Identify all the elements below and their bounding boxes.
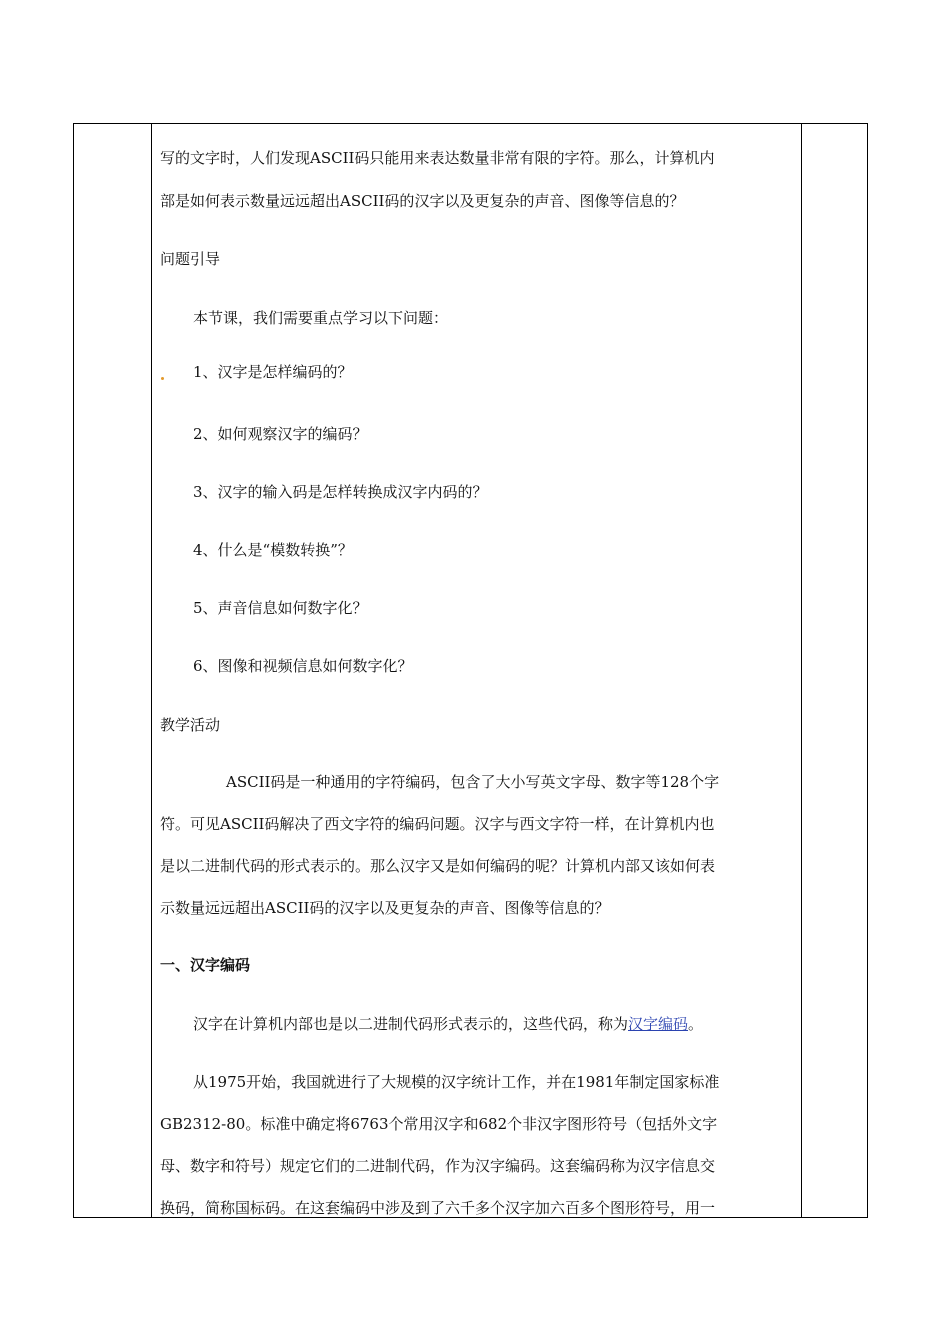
encoding-para-1-text: 汉字在计算机内部也是以二进制代码形式表示的，这些代码，称为 [193,1015,629,1033]
question-lead: 本节课，我们需要重点学习以下问题： [193,309,449,327]
intro-line-2: 部是如何表示数量远远超出ASCII码的汉字以及更复杂的声音、图像等信息的？ [160,192,685,210]
question-item-2: 2、如何观察汉字的编码？ [193,425,368,443]
encoding-heading: 一、汉字编码 [160,956,251,974]
question-item-6: 6、图像和视频信息如何数字化？ [193,657,413,675]
bullet-marker [161,377,164,380]
encoding-para-1-end: 。 [688,1015,704,1033]
question-heading: 问题引导 [160,250,221,268]
activity-line-1: ASCII码是一种通用的字符编码，包含了大小写英文字母、数字等128个字 [226,773,720,791]
activity-heading: 教学活动 [160,716,221,734]
activity-line-3: 是以二进制代码的形式表示的。那么汉字又是如何编码的呢？计算机内部又该如何表 [160,857,716,875]
left-column-divider [151,124,152,1217]
question-item-5: 5、声音信息如何数字化？ [193,599,368,617]
question-item-3: 3、汉字的输入码是怎样转换成汉字内码的？ [193,483,488,501]
activity-line-2: 符。可见ASCII码解决了西文字符的编码问题。汉字与西文字符一样，在计算机内也 [160,815,715,833]
question-item-1: 1、汉字是怎样编码的？ [193,363,353,381]
encoding-para-2-line-3: 母、数字和符号）规定它们的二进制代码，作为汉字编码。这套编码称为汉字信息交 [160,1157,716,1175]
table-frame [73,123,868,1218]
encoding-para-2-line-1: 从1975开始，我国就进行了大规模的汉字统计工作，并在1981年制定国家标准 [193,1073,720,1091]
encoding-para-2-line-4: 换码，简称国标码。在这套编码中涉及到了六千多个汉字加六百多个图形符号，用一 [160,1199,716,1217]
question-item-4: 4、什么是“模数转换”？ [193,541,353,559]
hanzi-encoding-link[interactable]: 汉字编码 [628,1015,689,1033]
activity-line-4: 示数量远远超出ASCII码的汉字以及更复杂的声音、图像等信息的？ [160,899,610,917]
encoding-para-2-line-2: GB2312-80。标准中确定将6763个常用汉字和682个非汉字图形符号（包括外文字 [160,1115,718,1133]
intro-line-1: 写的文字时，人们发现ASCII码只能用来表达数量非常有限的字符。那么，计算机内 [160,149,715,167]
encoding-para-1 [193,1014,703,1034]
right-column-divider [801,124,802,1217]
